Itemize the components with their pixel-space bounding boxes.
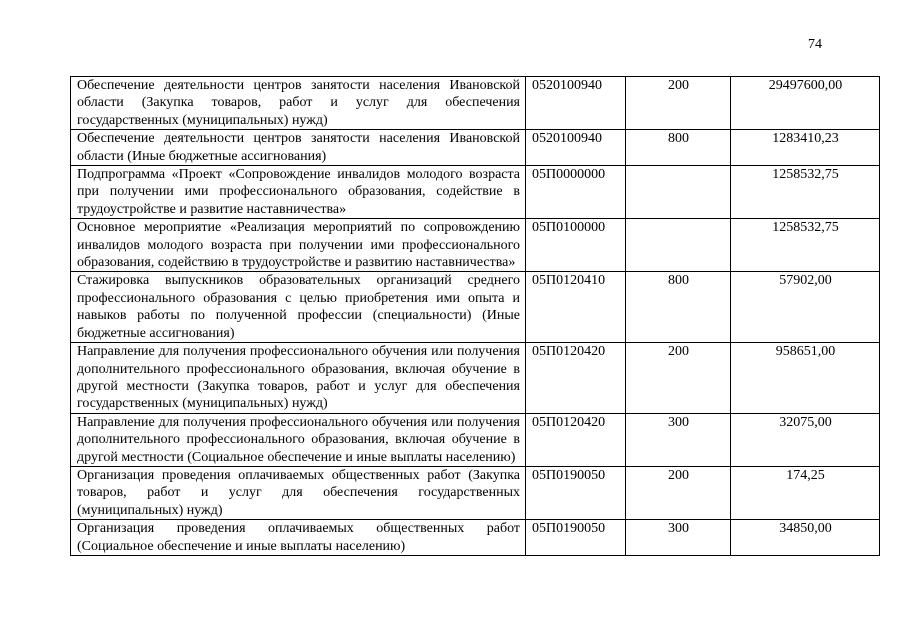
budget-table xyxy=(70,76,880,556)
row-expense-kind xyxy=(626,219,731,272)
row-description: Обеспечение деятельности центров занятости населения Ивановской области (Закупка товаров, работ и услуг для обеспечения государственных (муниципальных) нужд) xyxy=(71,77,526,130)
row-amount: 34850,00 xyxy=(731,520,880,556)
row-description: Направление для получения профессионального обучения или получения дополнительного профессионального образования, включая обучение в другой местности (Закупка товаров, работ и услуг для обеспечения государственных (муниципальных) нужд) xyxy=(71,343,526,414)
row-description: Организация проведения оплачиваемых общественных работ (Социальное обеспечение и иные выплаты населению) xyxy=(71,520,526,556)
row-target-code: 0520100940 xyxy=(526,130,626,166)
row-amount: 57902,00 xyxy=(731,272,880,343)
row-target-code: 05П0120420 xyxy=(526,413,626,466)
row-amount: 1258532,75 xyxy=(731,166,880,219)
row-description: Направление для получения профессионального обучения или получения дополнительного профессионального образования, включая обучение в другой местности (Социальное обеспечение и иные выплаты населению) xyxy=(71,413,526,466)
table-row xyxy=(71,343,880,414)
row-description: Организация проведения оплачиваемых общественных работ (Закупка товаров, работ и услуг для обеспечения государственных (муниципальных) нужд) xyxy=(71,466,526,519)
row-target-code: 05П0000000 xyxy=(526,166,626,219)
row-expense-kind: 800 xyxy=(626,130,731,166)
row-expense-kind xyxy=(626,166,731,219)
row-amount: 29497600,00 xyxy=(731,77,880,130)
table-row xyxy=(71,219,880,272)
page-number: 74 xyxy=(808,37,822,52)
table-row xyxy=(71,166,880,219)
row-expense-kind: 200 xyxy=(626,343,731,414)
row-expense-kind: 200 xyxy=(626,77,731,130)
table-row xyxy=(71,466,880,519)
row-amount: 174,25 xyxy=(731,466,880,519)
row-target-code: 05П0190050 xyxy=(526,466,626,519)
row-expense-kind: 300 xyxy=(626,413,731,466)
row-expense-kind: 800 xyxy=(626,272,731,343)
row-target-code: 05П0120410 xyxy=(526,272,626,343)
row-amount: 958651,00 xyxy=(731,343,880,414)
row-amount: 1258532,75 xyxy=(731,219,880,272)
row-target-code: 05П0190050 xyxy=(526,520,626,556)
row-target-code: 0520100940 xyxy=(526,77,626,130)
row-description: Основное мероприятие «Реализация мероприятий по сопровождению инвалидов молодого возраста при получении ими профессионального образования, содействию в трудоустройстве и развитию наставничества» xyxy=(71,219,526,272)
row-description: Стажировка выпускников образовательных организаций среднего профессионального образования с целью приобретения ими опыта и навыков работы по полученной профессии (специальности) (Иные бюджетные ассигнования) xyxy=(71,272,526,343)
budget-table-body xyxy=(71,77,880,556)
row-expense-kind: 300 xyxy=(626,520,731,556)
row-amount: 32075,00 xyxy=(731,413,880,466)
table-row xyxy=(71,413,880,466)
table-row xyxy=(71,77,880,130)
row-amount: 1283410,23 xyxy=(731,130,880,166)
table-row xyxy=(71,130,880,166)
row-expense-kind: 200 xyxy=(626,466,731,519)
row-description: Обеспечение деятельности центров занятости населения Ивановской области (Иные бюджетные ассигнования) xyxy=(71,130,526,166)
table-row xyxy=(71,520,880,556)
table-row xyxy=(71,272,880,343)
row-description: Подпрограмма «Проект «Сопровождение инвалидов молодого возраста при получении ими профессионального образования, содействие в трудоустройстве и развитие наставничества» xyxy=(71,166,526,219)
row-target-code: 05П0120420 xyxy=(526,343,626,414)
row-target-code: 05П0100000 xyxy=(526,219,626,272)
